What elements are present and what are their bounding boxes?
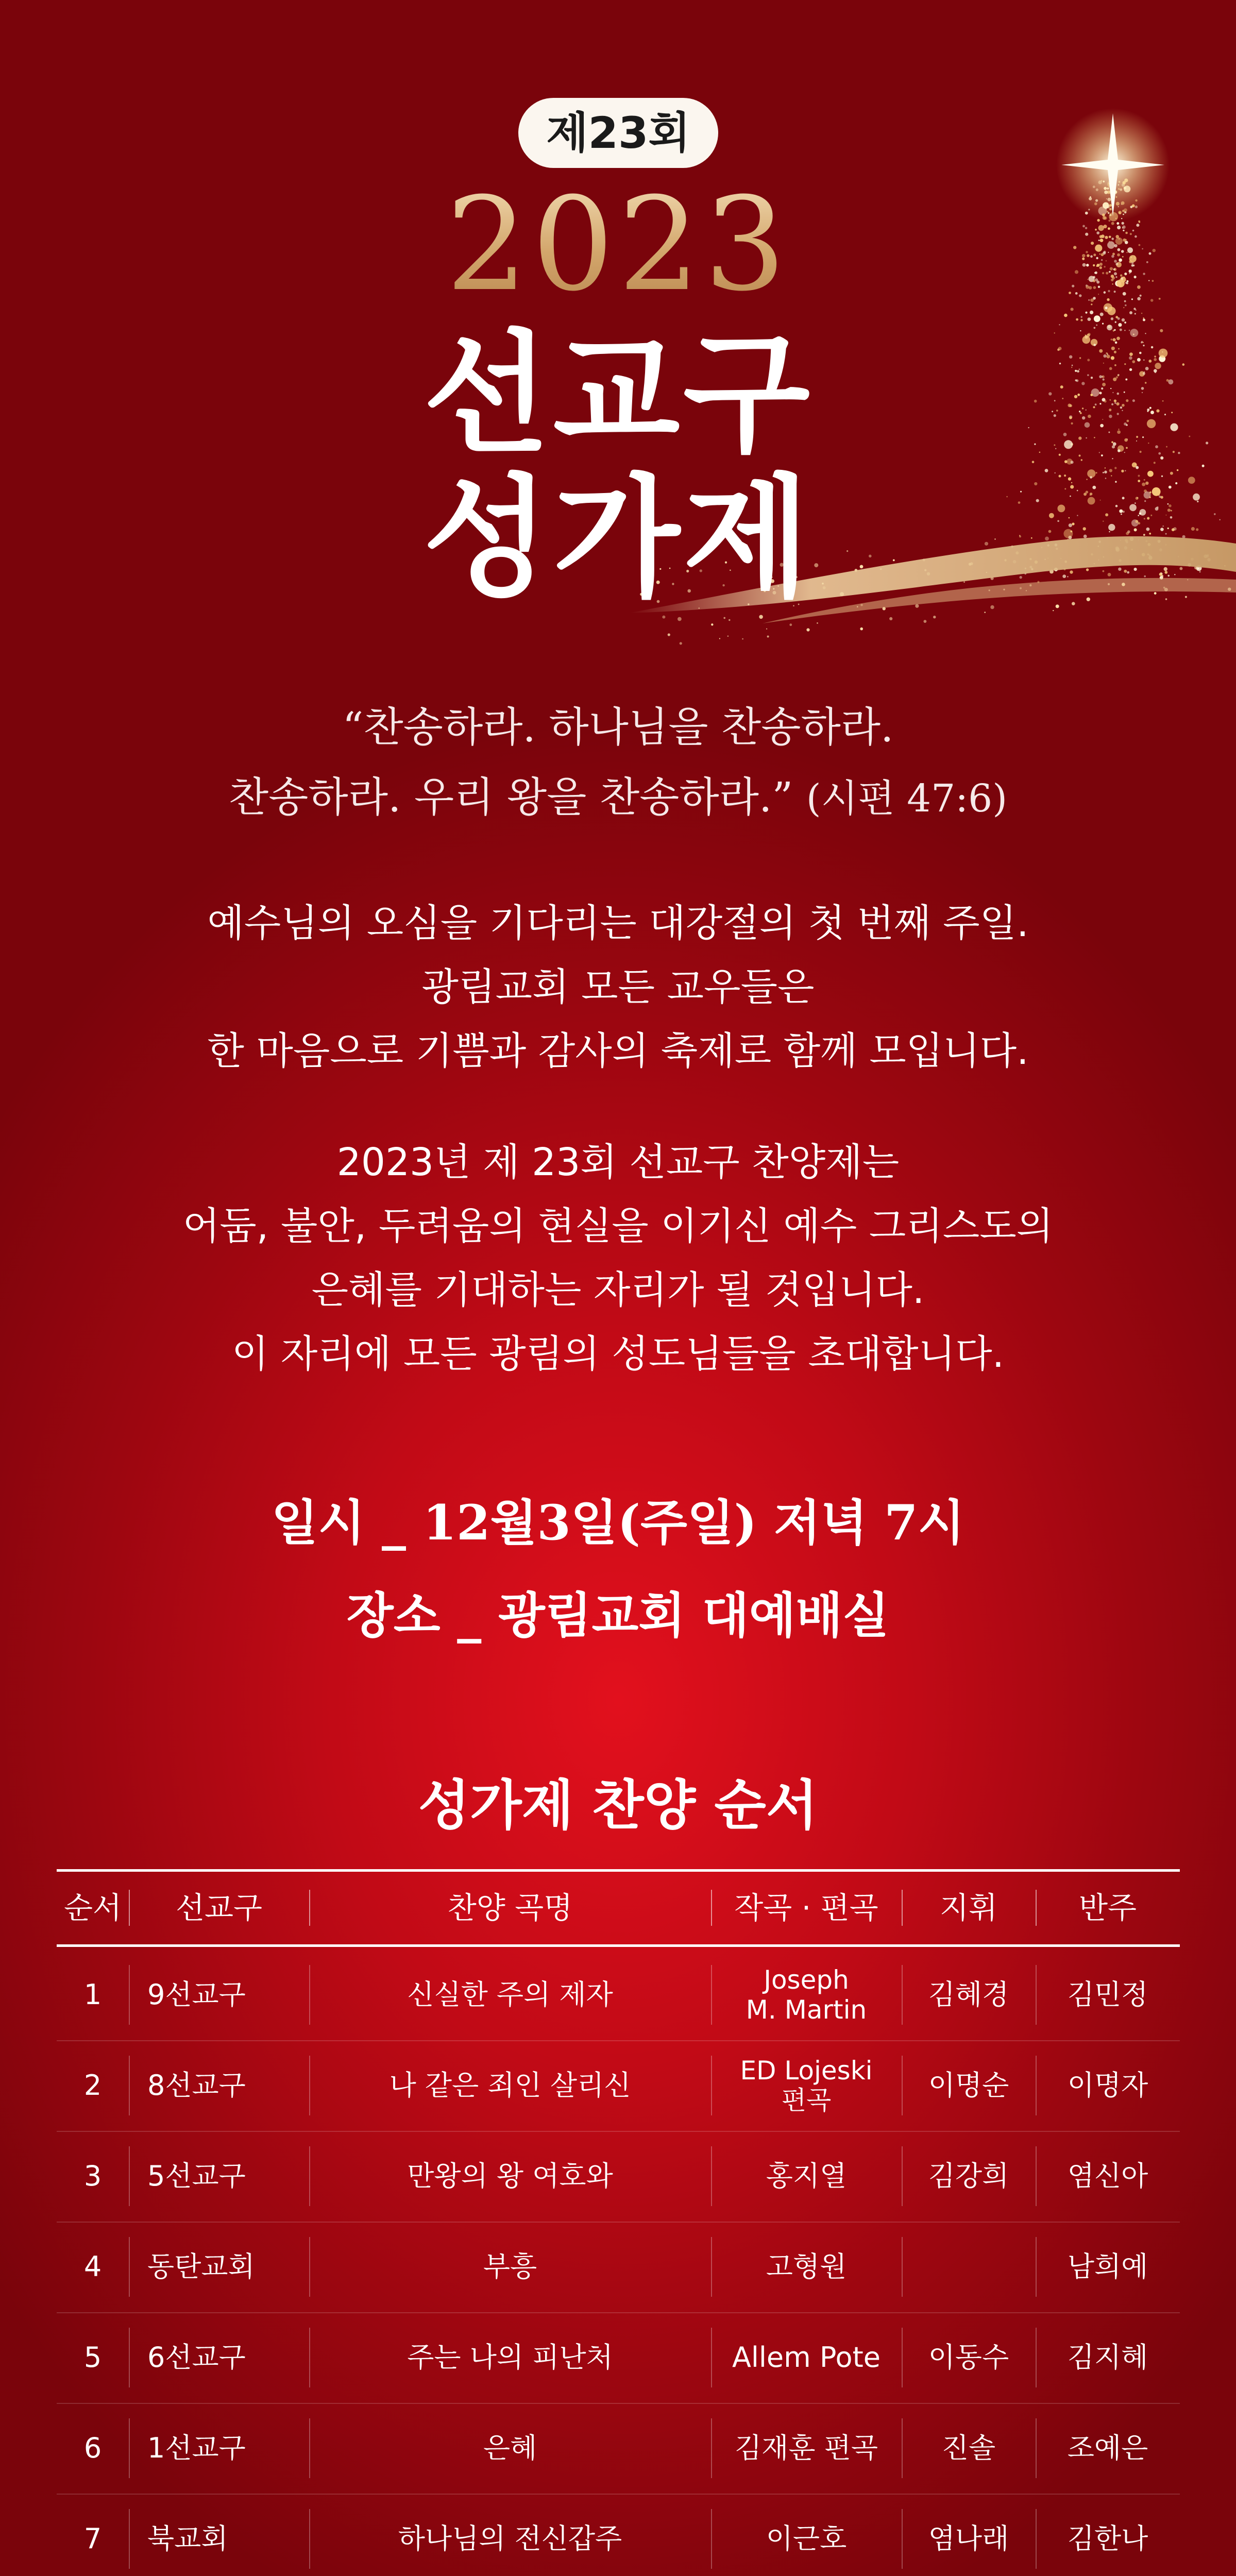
cell-song [309,2040,711,2131]
event-title-line1: 선교구 [423,317,813,471]
intro-paragraph-2 [0,1130,1236,1386]
cell-song [309,2222,711,2312]
column-divider [902,2328,903,2387]
column-divider [309,2328,310,2387]
scripture-quote-line2 [0,766,1236,831]
intro-line: 2023년 제 23회 선교구 찬양제는 [336,1140,900,1184]
column-divider [129,2328,130,2387]
column-divider [309,2146,310,2206]
column-divider [711,1965,712,2025]
cell-order: 6 [83,2432,102,2464]
cell-song [309,2312,711,2403]
row-divider [57,2040,1180,2041]
header-column-divider [902,1890,903,1926]
event-datetime: 일시 _ 12월3일(주일) 저녁 7시 [271,1495,965,1551]
column-divider [129,2237,130,2297]
cell-district: 동탄교회 [147,2250,255,2283]
program-title: 성가제 찬양 순서 [418,1773,818,1837]
cell-song-line: 부흥 [483,2250,537,2283]
column-divider [711,2418,712,2478]
cell-composer-line: 김재훈 편곡 [735,2432,878,2464]
cell-pianist: 김민정 [1067,1978,1148,2011]
column-divider [309,1965,310,2025]
cell-composer [711,2040,902,2131]
cell-conductor: 이동수 [928,2341,1009,2374]
column-divider [129,2418,130,2478]
event-title-line2: 성가제 [423,461,813,615]
column-divider [309,2056,310,2115]
header-column-divider [129,1890,130,1926]
cell-song [309,2494,711,2576]
column-divider [902,2509,903,2569]
cell-composer-line: M. Martin [746,1995,867,2025]
column-divider [309,2509,310,2569]
column-divider [1036,1965,1037,2025]
cell-song-line: 하나님의 전신갑주 [398,2522,622,2555]
column-divider [129,2509,130,2569]
cell-composer [711,2222,902,2312]
table-header-rule [57,1944,1180,1947]
cell-song-line: 주는 나의 피난처 [407,2341,613,2374]
cell-composer-line: ED Lojeski [740,2056,873,2086]
cell-order: 3 [83,2160,102,2192]
cell-pianist: 염신아 [1067,2160,1148,2192]
col-header-song: 찬양 곡명 [447,1890,573,1925]
cell-district: 9선교구 [147,1978,246,2011]
cell-song-line: 만왕의 왕 여호와 [407,2160,613,2192]
header-column-divider [309,1890,310,1926]
column-divider [902,1965,903,2025]
cell-district: 북교회 [147,2522,228,2555]
col-header-district: 선교구 [175,1890,263,1925]
cell-district: 8선교구 [147,2069,246,2102]
cell-composer [711,2403,902,2494]
intro-line: 이 자리에 모든 광림의 성도님들을 초대합니다. [231,1332,1005,1376]
cell-song-line: 신실한 주의 제자 [407,1978,613,2011]
event-place: 장소 _ 광림교회 대예배실 [346,1587,890,1644]
column-divider [309,2237,310,2297]
col-header-composer: 작곡 · 편곡 [734,1890,878,1925]
cell-conductor: 진솔 [941,2432,996,2464]
intro-line: 은혜를 기대하는 자리가 될 것입니다. [311,1268,925,1312]
column-divider [711,2056,712,2115]
cell-order: 4 [83,2250,102,2283]
cell-composer [711,1950,902,2040]
column-divider [309,2418,310,2478]
cell-district: 5선교구 [147,2160,246,2192]
column-divider [711,2328,712,2387]
cell-district: 6선교구 [147,2341,246,2374]
row-divider [57,2494,1180,2495]
cell-composer-line: 고형원 [766,2250,847,2283]
header-column-divider [711,1890,712,1926]
row-divider [57,2312,1180,2313]
column-divider [129,2056,130,2115]
scripture-quote-text: 찬송하라. 우리 왕을 찬송하라.” [228,773,793,821]
col-header-order: 순서 [63,1890,122,1925]
column-divider [711,2509,712,2569]
column-divider [902,2146,903,2206]
edition-badge: 제23회 [518,98,718,168]
cell-conductor: 김강희 [928,2160,1009,2192]
cell-composer [711,2494,902,2576]
cell-order: 7 [83,2522,102,2555]
column-divider [902,2418,903,2478]
intro-paragraph-1 [0,891,1236,1083]
column-divider [902,2056,903,2115]
col-header-conductor: 지휘 [939,1890,998,1925]
cell-order: 2 [83,2069,102,2102]
row-divider [57,2403,1180,2404]
column-divider [1036,2509,1037,2569]
column-divider [1036,2237,1037,2297]
cell-composer-line: 이근호 [766,2522,847,2555]
intro-line: 어둠, 불안, 두려움의 현실을 이기신 예수 그리스도의 [182,1204,1054,1248]
header-column-divider [1036,1890,1037,1926]
cell-order: 1 [83,1978,102,2011]
cell-pianist: 조예은 [1067,2432,1148,2464]
cell-composer-line: 편곡 [781,2086,832,2115]
scripture-quote-line1: “찬송하라. 하나님을 찬송하라. [342,703,894,751]
cell-pianist: 김지혜 [1067,2341,1148,2374]
row-divider [57,2131,1180,2132]
cell-pianist: 김한나 [1067,2522,1148,2555]
column-divider [902,2237,903,2297]
cell-conductor: 염나래 [928,2522,1009,2555]
cell-district: 1선교구 [147,2432,246,2464]
cell-composer-line: 홍지열 [766,2160,847,2192]
cell-pianist: 이명자 [1067,2069,1148,2102]
cell-song-line: 나 같은 죄인 살리신 [389,2069,631,2102]
cell-song [309,2403,711,2494]
column-divider [1036,2056,1037,2115]
cell-pianist: 남희예 [1067,2250,1148,2283]
cell-composer-line: Allem Pote [732,2341,881,2374]
column-divider [129,1965,130,2025]
cell-order: 5 [83,2341,102,2374]
intro-line: 광림교회 모든 교우들은 [421,965,815,1009]
column-divider [129,2146,130,2206]
row-divider [57,2222,1180,2223]
column-divider [711,2237,712,2297]
column-divider [1036,2328,1037,2387]
cell-composer [711,2131,902,2222]
cell-composer-line: Joseph [764,1965,849,1995]
cell-composer [711,2312,902,2403]
scripture-reference: (시편 47:6) [806,776,1008,821]
intro-line: 한 마음으로 기쁨과 감사의 축제로 함께 모입니다. [207,1029,1029,1073]
intro-line: 예수님의 오심을 기다리는 대강절의 첫 번째 주일. [207,901,1029,945]
cell-song [309,2131,711,2222]
cell-song-line: 은혜 [483,2432,537,2464]
cell-conductor: 김혜경 [928,1978,1009,2011]
cell-song [309,1950,711,2040]
cell-conductor: 이명순 [928,2069,1009,2102]
event-year: 2023 [0,175,1236,314]
column-divider [1036,2146,1037,2206]
cell-conductor [902,2222,1036,2312]
col-header-pianist: 반주 [1078,1890,1137,1925]
column-divider [711,2146,712,2206]
column-divider [1036,2418,1037,2478]
